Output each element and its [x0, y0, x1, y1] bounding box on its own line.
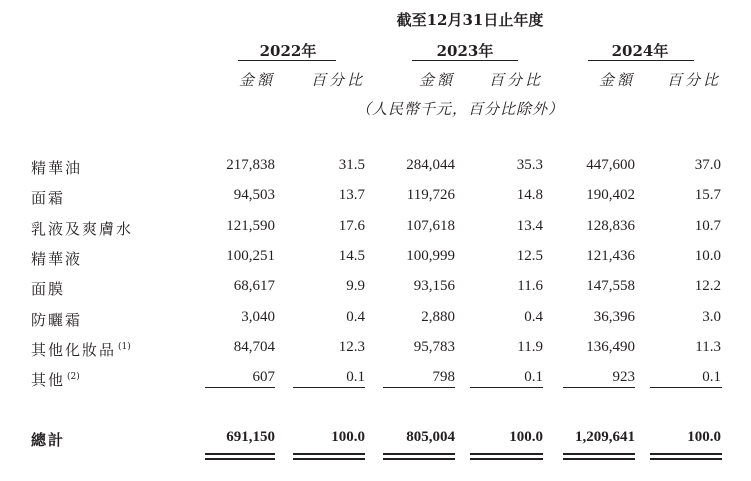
cell-amount-2022: 3,040 [241, 309, 275, 325]
row-label [31, 309, 82, 330]
total-double-line-a-pct-2023 [470, 453, 543, 455]
total-double-line-b-pct-2023 [470, 458, 543, 460]
cell-amount-2022: 68,617 [233, 278, 275, 294]
cell-pct-2023: 12.5 [516, 248, 543, 264]
row-label-text: 精華液 [31, 250, 83, 268]
year-header-2024: 2024年 [611, 42, 669, 60]
pct-header-2023: 百分比 [488, 71, 543, 89]
cell-pct-2022: 12.3 [338, 339, 365, 355]
row-label [31, 248, 82, 269]
cell-pct-2022: 31.5 [338, 157, 365, 173]
cell-pct-2022: 14.5 [338, 248, 365, 264]
cell-pct-2023: 11.9 [517, 339, 543, 355]
subtotal-line-amount-2022 [205, 387, 275, 388]
cell-amount-2023: 119,726 [406, 187, 455, 203]
footnote-marker: (1) [118, 342, 131, 352]
cell-pct-2024: 0.1 [702, 369, 721, 385]
cell-pct-2024: 3.0 [702, 309, 721, 325]
cell-pct-2022: 0.1 [346, 369, 365, 385]
year-underline-2023 [412, 60, 518, 61]
cell-pct-2023: 13.4 [516, 218, 543, 234]
total-double-line-a-2024 [563, 453, 635, 455]
cell-amount-2024: 128,836 [586, 218, 635, 234]
cell-amount-2022: 607 [252, 369, 275, 385]
subtotal-line-amount-2023 [383, 387, 455, 388]
cell-amount-2023: 93,156 [413, 278, 455, 294]
pct-header-2022: 百分比 [310, 71, 365, 89]
cell-amount-2023: 2,880 [421, 309, 455, 325]
cell-amount-2023: 95,783 [413, 339, 455, 355]
total-pct-2023: 100.0 [509, 429, 543, 445]
cell-pct-2023: 35.3 [516, 157, 543, 173]
amount-header-2023: 金額 [418, 71, 455, 89]
total-amount-2022: 691,150 [226, 429, 275, 445]
cell-amount-2024: 923 [612, 369, 635, 385]
cell-pct-2024: 15.7 [694, 187, 721, 203]
row-label [31, 157, 82, 178]
unit-note: （人民幣千元，百分比除外） [355, 100, 564, 118]
cell-pct-2022: 0.4 [346, 309, 365, 325]
cell-amount-2022: 100,251 [226, 248, 275, 264]
total-double-line-a-pct-2022 [293, 453, 365, 455]
period-header: 截至12月31日止年度 [396, 11, 544, 29]
year-header-2023: 2023年 [436, 42, 494, 60]
row-label [31, 187, 65, 208]
cell-pct-2022: 17.6 [338, 218, 365, 234]
cell-amount-2024: 147,558 [586, 278, 635, 294]
total-double-line-b-2022 [205, 458, 275, 460]
pct-header-2024: 百分比 [666, 71, 721, 89]
cell-amount-2023: 100,999 [406, 248, 455, 264]
cell-pct-2024: 37.0 [694, 157, 721, 173]
cell-pct-2023: 0.1 [524, 369, 543, 385]
row-label [31, 218, 133, 239]
row-label-text: 其他 [31, 371, 66, 389]
cell-amount-2023: 107,618 [406, 218, 455, 234]
cell-pct-2022: 13.7 [338, 187, 365, 203]
subtotal-line-pct-2024 [650, 387, 722, 388]
cell-amount-2023: 798 [432, 369, 455, 385]
cell-amount-2022: 94,503 [233, 187, 275, 203]
total-double-line-b-2023 [383, 458, 455, 460]
total-double-line-b-pct-2024 [650, 458, 722, 460]
total-label: 總計 [31, 431, 66, 449]
cell-pct-2023: 14.8 [516, 187, 543, 203]
year-header-2022: 2022年 [259, 42, 317, 60]
cell-pct-2023: 11.6 [517, 278, 543, 294]
cell-amount-2024: 136,490 [586, 339, 635, 355]
cell-amount-2024: 36,396 [593, 309, 635, 325]
total-double-line-b-2024 [563, 458, 635, 460]
cell-amount-2022: 84,704 [233, 339, 275, 355]
total-pct-2022: 100.0 [331, 429, 365, 445]
cell-pct-2024: 11.3 [695, 339, 721, 355]
row-label-text: 防曬霜 [31, 311, 83, 329]
subtotal-line-pct-2023 [470, 387, 543, 388]
total-double-line-b-pct-2022 [293, 458, 365, 460]
row-label [31, 369, 80, 390]
cell-amount-2022: 121,590 [226, 218, 275, 234]
total-amount-2023: 805,004 [406, 429, 455, 445]
total-amount-2024: 1,209,641 [575, 429, 635, 445]
total-pct-2024: 100.0 [687, 429, 721, 445]
year-underline-2024 [588, 60, 694, 61]
footnote-marker: (2) [67, 372, 80, 382]
row-label-text: 乳液及爽膚水 [31, 220, 134, 238]
row-label [31, 339, 131, 360]
amount-header-2024: 金額 [598, 71, 635, 89]
row-label-text: 面膜 [31, 280, 66, 298]
year-underline-2022 [238, 60, 336, 61]
total-double-line-a-2022 [205, 453, 275, 455]
cell-amount-2023: 284,044 [406, 157, 455, 173]
cell-pct-2022: 9.9 [346, 278, 365, 294]
row-label-text: 精華油 [31, 159, 83, 177]
subtotal-line-amount-2024 [563, 387, 635, 388]
cell-amount-2022: 217,838 [226, 157, 275, 173]
amount-header-2022: 金額 [238, 71, 275, 89]
total-double-line-a-pct-2024 [650, 453, 722, 455]
cell-amount-2024: 121,436 [586, 248, 635, 264]
row-label-text: 面霜 [31, 189, 66, 207]
total-double-line-a-2023 [383, 453, 455, 455]
cell-pct-2023: 0.4 [524, 309, 543, 325]
subtotal-line-pct-2022 [293, 387, 365, 388]
row-label [31, 278, 65, 299]
cell-pct-2024: 10.0 [694, 248, 721, 264]
cell-pct-2024: 10.7 [694, 218, 721, 234]
cell-amount-2024: 447,600 [586, 157, 635, 173]
row-label-text: 其他化妝品 [31, 341, 117, 359]
cell-amount-2024: 190,402 [586, 187, 635, 203]
cell-pct-2024: 12.2 [694, 278, 721, 294]
